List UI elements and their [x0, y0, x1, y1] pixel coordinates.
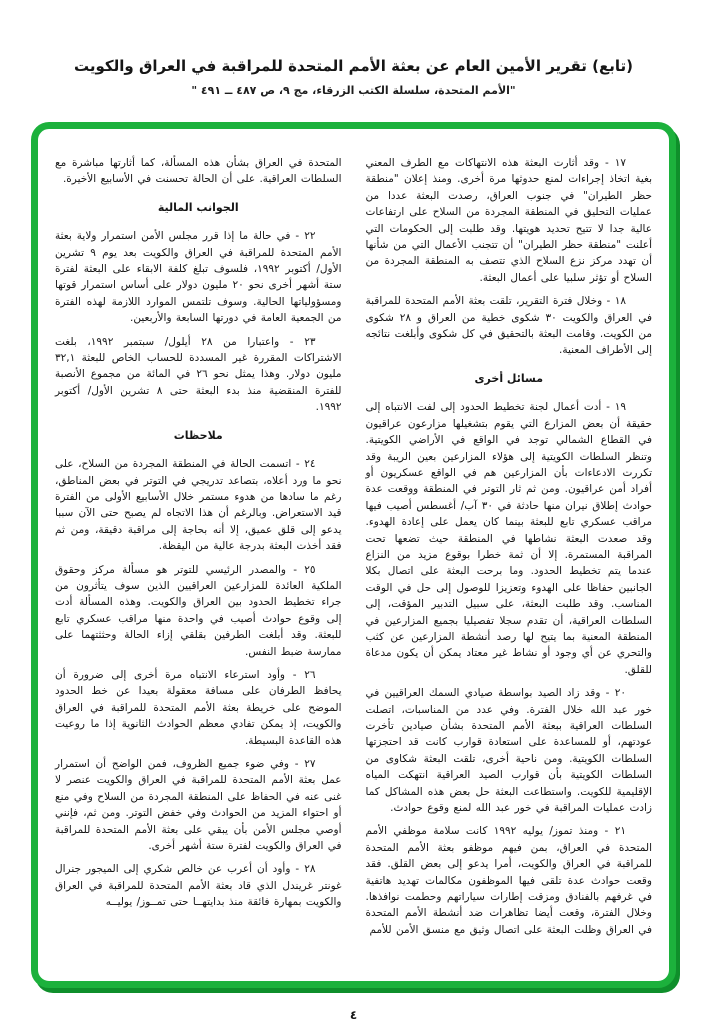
paragraph-continuation: المتحدة في العراق بشأن هذه المسألة، كما أثارتها مباشرة مع السلطات العراقية. على أن الحالة تحسنت في الأسابيع الأخيرة. [55, 157, 342, 186]
paragraph-20: ٢٠ - وقد زاد الصيد بواسطة صيادي السمك العراقيين في خور عبد الله خلال الفترة. وفي عدد من المناسبات، اتصلت السلطات العراقية ببعثة الأمم المتحدة بشأن صيادين تأخرت عودتهم، أو للمساعدة على استعادة قوارب كانت قد احتجزتها السلطات الكويتية. ومن ناحية أخرى، تلقت البعثة شكاوى من السلطات الكويتية بأن قوارب الصيد العراقية انتهكت المياه الإقليمية للكويت. واستطاعت البعثة حل بعض هذه المشاكل كما زادت عمليات المراقبة في خور عبد الله لمنع وقوع حوادث. [365, 687, 652, 815]
document-header [0, 0, 707, 97]
section-heading-other-matters: مسائل أخرى [474, 371, 544, 385]
section-heading-financial-aspects: الجوانب المالية [157, 200, 239, 214]
section-heading-observations: ملاحظات [173, 428, 223, 442]
paragraph-21: ٢١ - ومنذ تموز/ يوليه ١٩٩٢ كانت سلامة موظفي الأمم المتحدة في العراق، بمن فيهم موظفو بعثة الأمم المتحدة للمراقبة في العراق والكويت، أمرا يدعو إلى بعض القلق. فقد وقعت حوادث عدة تلقى فيها الموظفون مكالمات تهديد هاتفية في غرفهم بالفنادق ومزقت إطارات سياراتهم وحطمت نوافذها. وخلال الفترة، وقعت أيضا تظاهرات ضد أنشطة الأمم المتحدة في العراق وظلت البعثة على اتصال وثيق مع منسق الأمن للأمم [365, 825, 652, 936]
paragraph-28: ٢٨ - وأود أن أعرب عن خالص شكري إلى الميجور جنرال غونتر غريندل الذي قاد بعثة الأمم المتحدة للمراقبة في العراق والكويت بمهارة فائقة منذ بدايتهــا حتى تمــوز/ يوليــه [55, 863, 342, 909]
column-left [55, 155, 342, 961]
two-column-body [55, 155, 652, 961]
paragraph-17: ١٧ - وقد أثارت البعثة هذه الانتهاكات مع الطرف المعني بغية اتخاذ إجراءات لمنع حدوثها مرة أخرى. ومنذ إعلان "منطقة حظر الطيران" في جنوب العراق، رصدت البعثة عددا من عمليات التحليق في المنطقة المجردة من السلاح على ارتفاعات عالية جدا لا تتيح تحديد هويتها. وقد طلبت إلى الحكومات التي أعلنت "منطقة حظر الطيران" أن تتجنب الأعمال التي من شأنها أن تهدد مركز نزع السلاح الذي تتصف به المنطقة المجردة من السلاح أو تؤثر سلبيا على أعمال البعثة. [365, 157, 652, 284]
column-right [366, 155, 653, 961]
paragraph-24: ٢٤ - اتسمت الحالة في المنطقة المجردة من السلاح، على نحو ما ورد أعلاه، بتصاعد تدريجي في التوتر في بعض المناطق، رغم ما سادها من هدوء مستمر خلال الأسابيع الأولى من الفترة قيد الاستعراض. وبالرغم أن هذا الاتجاه لم يصبح حتى الآن سببا يدعو إلى قلق عميق، إلا أنه بحاجة إلى مراقبة دقيقة، ومن ثم فقد أخذت البعثة بدرجة عالية من اليقظة. [55, 458, 342, 553]
page-title: (تابع) تقرير الأمين العام عن بعثة الأمم المتحدة للمراقبة في العراق والكويت [74, 57, 633, 75]
green-border-frame [31, 122, 676, 988]
paragraph-26: ٢٦ - وأود استرعاء الانتباه مرة أخرى إلى ضرورة أن يحافظ الطرفان على مسافة معقولة بعيدا عن خط الحدود الموضح على خريطة بعثة الأمم المتحدة للمراقبة في العراق والكويت، إذ يمكن تفادي معظم الحوادث الثانوية إذا ما روعيت هذه القاعدة البسيطة. [55, 668, 342, 747]
paragraph-23: ٢٣ - واعتبارا من ٢٨ أيلول/ سبتمبر ١٩٩٢، بلغت الاشتراكات المقررة غير المسددة للحساب الخاص للبعثة ٣٢,١ مليون دولار. وهذا يمثل نحو ٢٦ في المائة من مجموع الأنصبة للفترة المنقضية منذ بدء البعثة حتى ٨ تشرين الأول/ أكتوبر ١٩٩٢. [55, 335, 342, 414]
paragraph-19: ١٩ - أدت أعمال لجنة تخطيط الحدود إلى لفت الانتباه إلى حقيقة أن بعض المزارع التي يقوم بتشغيلها مزارعون عراقيون في القطاع الشمالي توجد في الواقع في الأراضي الكويتية. وتنظر السلطات الكويتية إلى هؤلاء المزارعين بعين الريبة وقد تكررت الادعاءات بأن المزارعين هم في الواقع عسكريون أو أفراد أمن عراقيون. ومن ثم ثار التوتر في المنطقة ووقعت عدة حوادث إطلاق نيران منها حادثة في ٣٠ آب/ أغسطس أصيب فيها مراقب عسكري تابع للبعثة بينما كان يعمل على إعادة الهدوء. وقد صعدت البعثة نشاطها في المنطقة حيث تضعها تحت المراقبة المستمرة. إلا أن ثمة خطرا بوقوع مزيد من النزاع عندما يتم تخطيط الحدود. وما برحت البعثة على اتصال بكلا الجانبين حفاظا على الهدوء وتعزيزا للوصول إلى حل في الوقت المناسب. وقد طلبت البعثة، على سبيل التدبير المؤقت، إلى السلطات العراقية، أن تقدم سجلا تفصيليا بجميع المزارعين في المنطقة المعنية بما يتيح لها رصد أنشطة المزارعين عن كثب والتحري عن أي وجود أو نشاط غير معتاد يمكن أن يكون مدعاة للقلق. [365, 401, 652, 676]
page-subtitle: "الأمم المتحدة، سلسلة الكتب الزرقاء، مج ٩، ص ٤٨٧ ــ ٤٩١ " [191, 84, 516, 97]
paragraph-22: ٢٢ - في حالة ما إذا قرر مجلس الأمن استمرار ولاية بعثة الأمم المتحدة للمراقبة في العراق والكويت بعد يوم ٩ تشرين الأول/ أكتوبر ١٩٩٢، فلسوف تبلغ كلفة الابقاء على البعثة لفترة ستة أشهر أخرى نحو ٢٠ مليون دولار على أساس استمرار قوتها ومسؤولياتها الحالية. وسوف تلتمس الموارد اللازمة لهذه الفترة من الجمعية العامة في دورتها السابعة والأربعين. [55, 230, 342, 325]
page-number: ٤ [349, 1008, 358, 1022]
paragraph-25: ٢٥ - والمصدر الرئيسي للتوتر هو مسألة مركز وحقوق الملكية العائدة للمزارعين العراقيين الذين سوف يتأثرون من جراء تخطيط الحدود بين العراق والكويت. وهذه المسألة أدت إلى وقوع حوادث أصيب في واحدة منها مراقب عسكري تابع للبعثة. وقد أبلغت الطرفين بقلقي إزاء الحالة وحثثتهما على ممارسة ضبط النفس. [55, 563, 342, 658]
paragraph-27: ٢٧ - وفي ضوء جميع الظروف، فمن الواضح أن استمرار عمل بعثة الأمم المتحدة للمراقبة في العراق والكويت عنصر لا غنى عنه في الحفاظ على المنطقة المجردة من السلاح وفي منع أو احتواء المزيد من الحوادث وفي خفض التوتر. ومن ثم، فإنني أوصي مجلس الأمن بأن يبقي على بعثة الأمم المتحدة للمراقبة في العراق والكويت لفترة ستة أشهر أخرى. [55, 758, 342, 853]
paragraph-18: ١٨ - وخلال فترة التقرير، تلقت بعثة الأمم المتحدة للمراقبة في العراق والكويت ٣٠ شكوى خطية من العراق و ٢٨ شكوى من الكويت. وقامت البعثة بالتحقيق في كل شكوى وأبلغت نتائجه إلى الأطراف المعنية. [365, 295, 653, 357]
